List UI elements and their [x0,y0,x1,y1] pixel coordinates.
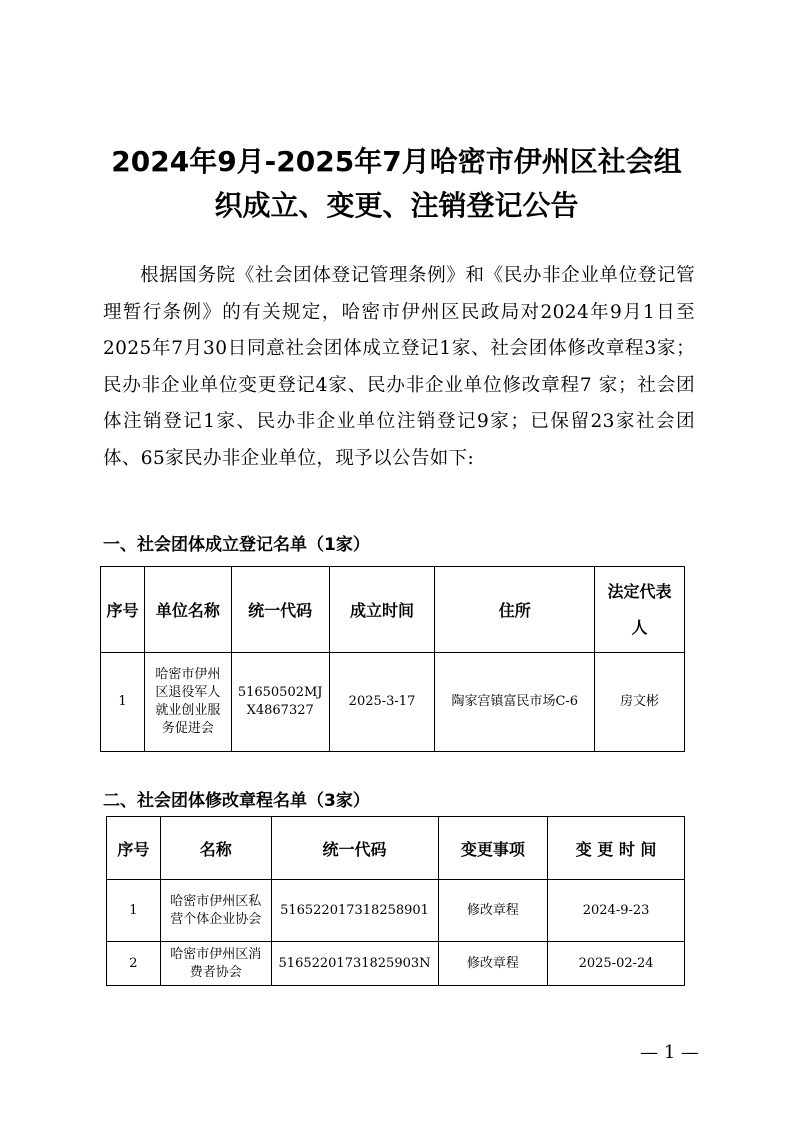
document-title [60,140,733,228]
page-number: — 1 — [640,1042,699,1063]
table-header-row [107,817,685,880]
table-row [101,653,685,752]
title-line-2: 织成立、变更、注销登记公告 [214,189,579,222]
header-cell: 序号 [107,817,161,880]
table-cell: 2025-3-17 [329,653,435,752]
table-cell: 修改章程 [438,880,548,942]
intro-text: 根据国务院《社会团体登记管理条例》和《民办非企业单位登记管理暂行条例》的有关规定，哈密市伊州区民政局对2024年9月1日至2025年7月30日同意社会团体成立登记1家、社会团体修改章程3家；民办非企业单位变更登记4家、民办非企业单位修改章程7 家；社会团体注销登记1家、民办非企业单位注销登记9家；已保留23家社会团体、65家民办非企业单位，现予以公告如下: [103,265,695,469]
section1-heading: 一、社会团体成立登记名单（1家） [103,535,370,555]
header-cell: 成立时间 [329,567,435,653]
table-cell: 2 [107,942,161,986]
table-header-row [101,567,685,653]
header-cell: 法定代表人 [595,567,685,653]
header-cell: 统一代码 [271,817,438,880]
table-cell: 房文彬 [595,653,685,752]
intro-paragraph [103,258,695,477]
table-cell: 哈密市伊州区消费者协会 [160,942,271,986]
table-cell: 2024-9-23 [548,880,685,942]
title-line-1: 2024年9月-2025年7月哈密市伊州区社会组 [111,145,682,178]
table-cell: 哈密市伊州区私营个体企业协会 [160,880,271,942]
header-cell: 名称 [160,817,271,880]
table-cell: 51650502MJX4867327 [231,653,329,752]
table-row [107,942,685,986]
header-cell: 单位名称 [144,567,231,653]
header-cell: 变更事项 [438,817,548,880]
table-cell: 修改章程 [438,942,548,986]
section2-heading: 二、社会团体修改章程名单（3家） [103,791,370,811]
table-cell: 哈密市伊州区退役军人就业创业服务促进会 [144,653,231,752]
header-cell: 统一代码 [231,567,329,653]
charter-amendment-table [106,816,685,986]
table-row [107,880,685,942]
table-cell: 516522017318258901 [271,880,438,942]
table-cell: 51652201731825903N [271,942,438,986]
table-cell: 陶家宫镇富民市场C-6 [435,653,595,752]
header-cell: 住所 [435,567,595,653]
table-cell: 1 [107,880,161,942]
establishment-table [100,566,685,752]
table-cell: 1 [101,653,145,752]
header-cell: 序号 [101,567,145,653]
table-cell: 2025-02-24 [548,942,685,986]
header-cell: 变 更 时 间 [548,817,685,880]
